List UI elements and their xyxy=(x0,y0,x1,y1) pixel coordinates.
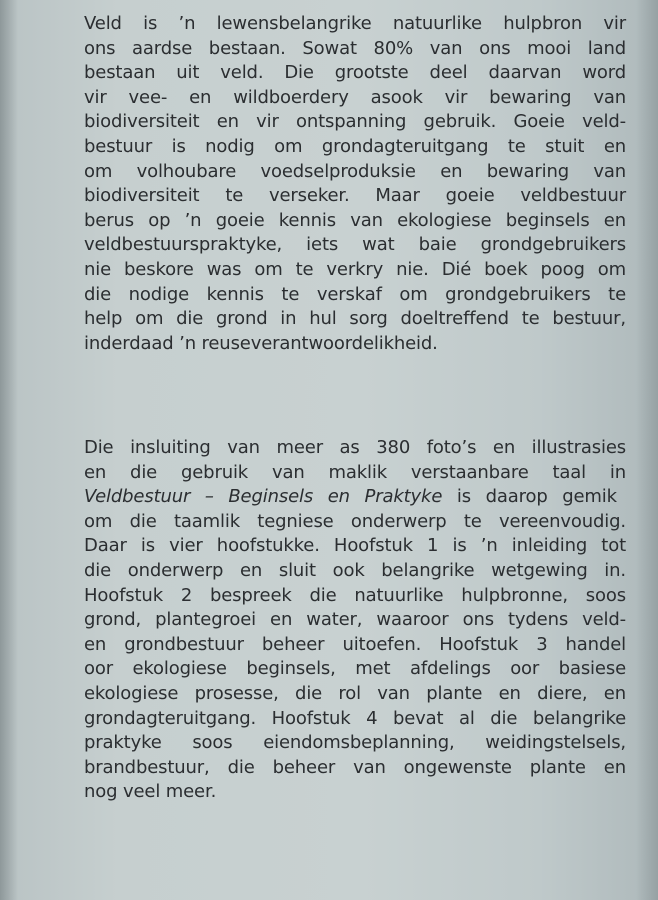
text-line: ons aardse bestaan. Sowat 80% van ons mooi land xyxy=(84,37,626,59)
text-line: bestuur is nodig om grondagteruitgang te stuit en xyxy=(84,135,626,157)
text-line: grond, plantegroei en water, waaroor ons tydens veld- xyxy=(84,609,626,631)
text-fragment: is daarop gemik xyxy=(442,486,617,508)
text-line: om volhoubare voedselproduksie en bewaring van xyxy=(84,160,626,182)
text-line: ekologiese prosesse, die rol van plante en diere, en xyxy=(84,682,626,704)
text-line: grondagteruitgang. Hoofstuk 4 bevat al die belangrike xyxy=(84,707,626,729)
paragraph-2 xyxy=(84,436,626,805)
text-line: nie beskore was om te verkry nie. Dié boek poog om xyxy=(84,258,626,280)
text-line: om die taamlik tegniese onderwerp te vereenvoudig. xyxy=(84,510,626,532)
text-line: help om die grond in hul sorg doeltreffend te bestuur, xyxy=(84,308,626,330)
text-line: Die insluiting van meer as 380 foto’s en illustrasies xyxy=(84,437,626,458)
text-line: en grondbestuur beheer uitoefen. Hoofstuk 3 handel xyxy=(84,633,626,655)
book-title: Veldbestuur – Beginsels en Praktyke xyxy=(84,486,443,508)
text-line: en die gebruik van maklik verstaanbare taal in xyxy=(84,461,626,483)
text-line: vir vee- en wildboerdery asook vir bewaring van xyxy=(84,86,626,108)
text-line: brandbestuur, die beheer van ongewenste plante en xyxy=(84,756,626,778)
text-line: praktyke soos eiendomsbeplanning, weidingstelsels, xyxy=(84,732,626,754)
text-line: oor ekologiese beginsels, met afdelings oor basiese xyxy=(84,658,626,680)
text-line: berus op ’n goeie kennis van ekologiese beginsels en xyxy=(84,209,626,231)
text-line: Veld is ’n lewensbelangrike natuurlike hulpbron vir xyxy=(84,13,626,34)
text-line: Daar is vier hoofstukke. Hoofstuk 1 is ’n inleiding tot xyxy=(84,535,626,557)
text-line xyxy=(84,485,626,510)
text-line: inderdaad ’n reuseverantwoordelikheid. xyxy=(84,332,438,354)
text-line: die onderwerp en sluit ook belangrike wetgewing in. xyxy=(84,559,626,581)
text-line: nog veel meer. xyxy=(84,781,217,803)
text-line: veldbestuurspraktyke, iets wat baie grondgebruikers xyxy=(84,234,626,256)
paragraph-1 xyxy=(84,12,626,356)
text-line: bestaan uit veld. Die grootste deel daarvan word xyxy=(84,62,626,84)
text-line: die nodige kennis te verskaf om grondgebruikers te xyxy=(84,283,626,305)
text-line: biodiversiteit en vir ontspanning gebruik. Goeie veld- xyxy=(84,111,626,133)
text-line: Hoofstuk 2 bespreek die natuurlike hulpbronne, soos xyxy=(84,584,626,606)
text-line: biodiversiteit te verseker. Maar goeie veldbestuur xyxy=(84,185,626,207)
